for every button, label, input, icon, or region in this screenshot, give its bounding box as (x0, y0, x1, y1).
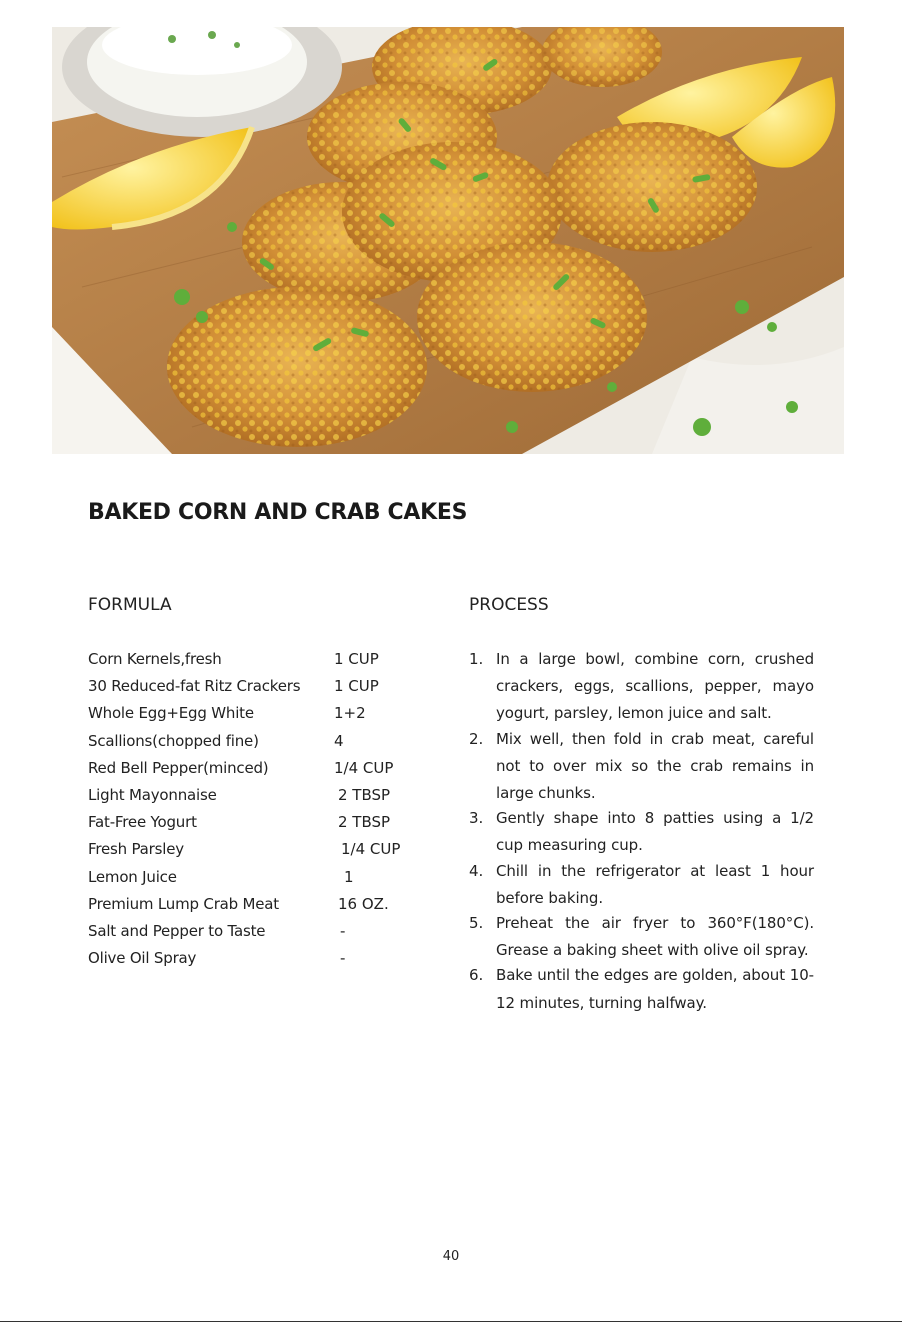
process-heading: PROCESS (469, 595, 549, 615)
step-number: 6. (469, 966, 484, 985)
ingredient-quantity: 1/4 CUP (341, 840, 401, 859)
ingredient-name: Light Mayonnaise (88, 785, 217, 804)
step-text: Preheat the air fryer to 360°F(180°C). Grease a baking sheet with olive oil spray. (496, 914, 814, 960)
ingredient-quantity: 16 OZ. (338, 894, 389, 913)
formula-heading: FORMULA (88, 595, 172, 615)
ingredient-quantity: 1/4 CUP (334, 758, 394, 777)
ingredient-name: Fresh Parsley (88, 840, 184, 859)
ingredient-name: Salt and Pepper to Taste (88, 921, 266, 940)
page-number: 40 (442, 1249, 460, 1264)
process-step (469, 646, 814, 728)
ingredient-name: Red Bell Pepper(minced) (88, 758, 269, 777)
ingredient-quantity: 2 TBSP (338, 785, 391, 804)
ingredient-row (88, 730, 428, 757)
ingredient-row (88, 702, 428, 729)
ingredient-name: Scallions(chopped fine) (88, 731, 259, 750)
ingredient-name: Lemon Juice (88, 867, 177, 886)
step-text: Bake until the edges are golden, about 10-12 minutes, turning halfway. (496, 966, 814, 1012)
ingredient-quantity: 1 CUP (334, 677, 379, 696)
step-number: 2. (469, 729, 484, 748)
bottom-divider (0, 1321, 902, 1322)
ingredient-name: Premium Lump Crab Meat (88, 894, 279, 913)
process-step (469, 910, 814, 964)
ingredient-name: Fat-Free Yogurt (88, 813, 197, 832)
recipe-photo (52, 27, 844, 454)
ingredient-quantity: 1 (344, 867, 354, 886)
step-text: In a large bowl, combine corn, crushed crackers, eggs, scallions, pepper, mayo yogurt, parsley, lemon juice and salt. (496, 650, 814, 723)
step-number: 5. (469, 914, 484, 933)
ingredient-row (88, 866, 428, 893)
process-steps (469, 648, 814, 1017)
ingredient-row (88, 784, 428, 811)
process-step (469, 962, 814, 1016)
recipe-title: BAKED CORN AND CRAB CAKES (88, 500, 468, 525)
ingredient-row (88, 811, 428, 838)
ingredient-name: Corn Kernels,fresh (88, 650, 222, 668)
step-number: 4. (469, 861, 484, 880)
process-step (469, 805, 814, 859)
ingredient-row (88, 920, 428, 947)
ingredient-name: Olive Oil Spray (88, 949, 197, 968)
ingredient-name: 30 Reduced-fat Ritz Crackers (88, 677, 301, 696)
step-text: Mix well, then fold in crab meat, careful not to over mix so the crab remains in large chunks. (496, 729, 814, 803)
ingredient-quantity: - (340, 921, 346, 940)
ingredient-row (88, 648, 428, 675)
ingredient-row (88, 838, 428, 865)
ingredient-row (88, 947, 428, 974)
step-text: Chill in the refrigerator at least 1 hour before baking. (496, 861, 814, 907)
ingredient-name: Whole Egg+Egg White (88, 704, 254, 723)
step-number: 1. (469, 650, 484, 668)
step-text: Gently shape into 8 patties using a 1/2 cup measuring cup. (496, 809, 814, 855)
ingredient-quantity: 4 (334, 731, 344, 750)
ingredient-quantity: - (340, 949, 346, 968)
ingredient-row (88, 675, 428, 702)
ingredient-quantity: 1 CUP (334, 650, 379, 668)
process-step (469, 858, 814, 912)
process-step (469, 726, 814, 808)
ingredient-quantity: 1+2 (334, 704, 366, 723)
step-number: 3. (469, 809, 484, 828)
crab-cakes-illustration (52, 27, 844, 454)
ingredient-row (88, 757, 428, 784)
ingredient-row (88, 893, 428, 920)
ingredient-list (88, 648, 428, 974)
ingredient-quantity: 2 TBSP (338, 813, 391, 832)
